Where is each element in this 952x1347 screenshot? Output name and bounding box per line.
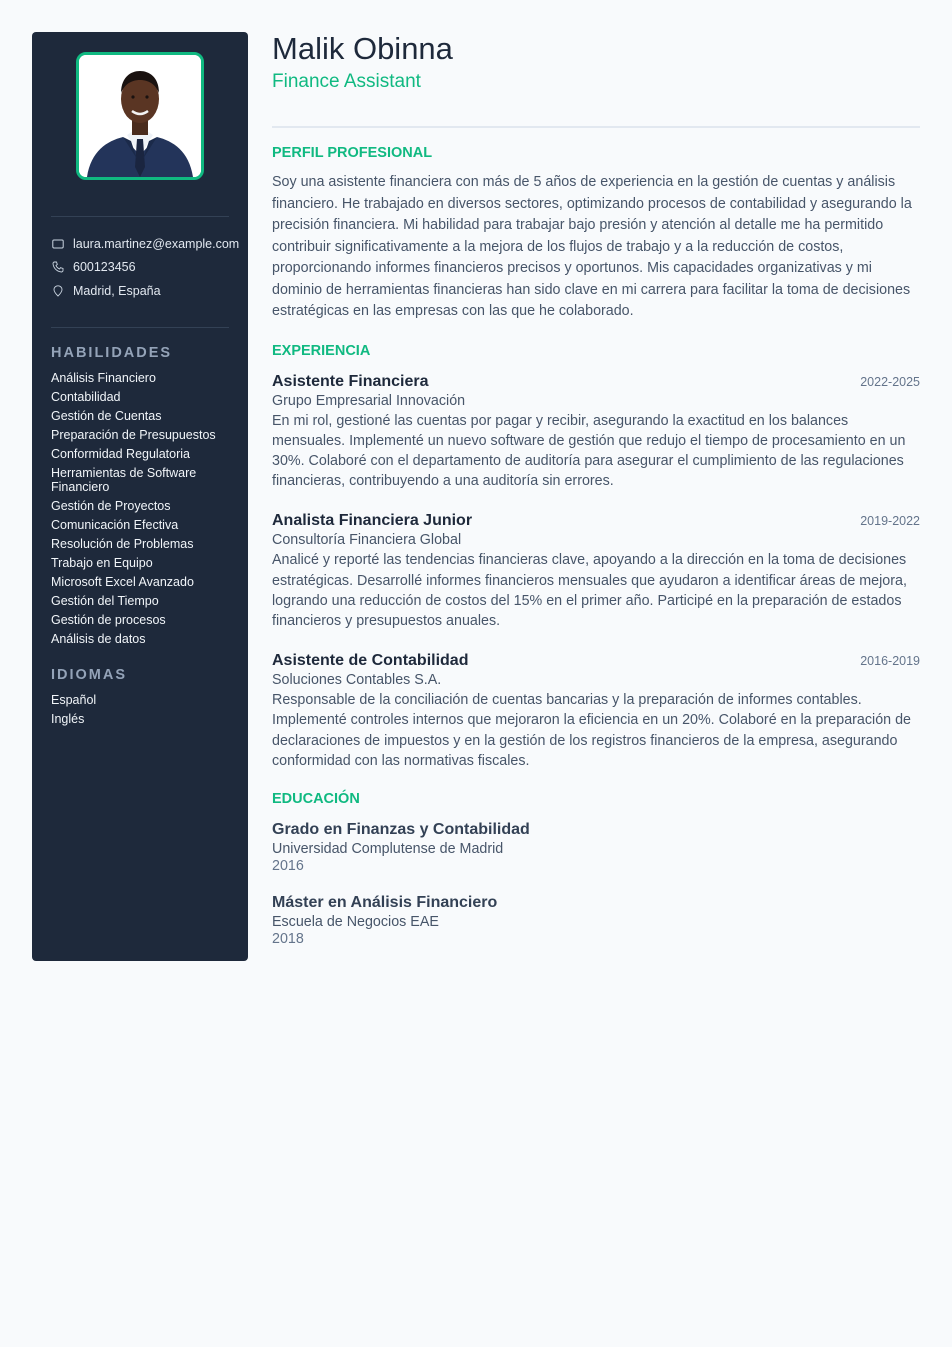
skill-item: Análisis Financiero — [51, 370, 156, 385]
phone-text: 600123456 — [73, 260, 136, 275]
contact-email[interactable] — [51, 232, 240, 256]
education-entry — [272, 820, 920, 874]
person-name: Malik Obinna — [272, 31, 453, 66]
skills-list — [51, 371, 229, 646]
education-list — [272, 820, 920, 947]
portrait-image — [79, 55, 201, 177]
job-header — [272, 372, 920, 392]
job-company: Grupo Empresarial Innovación — [272, 392, 466, 409]
sidebar — [32, 32, 248, 961]
skill-item: Gestión de Cuentas — [51, 408, 162, 423]
education-school: Universidad Complutense de Madrid — [272, 840, 504, 857]
skill-item: Preparación de Presupuestos — [51, 427, 216, 442]
languages-list — [51, 693, 229, 726]
language-item: Inglés — [51, 711, 85, 726]
job-header — [272, 511, 920, 531]
job-description: Responsable de la conciliación de cuentas bancarias y la preparación de informes contables. Implementé controles internos que mejoraron la eficiencia en un 20%. Colaboré en la preparación de declaraciones de impuestos y en la gestión de los registros financieros de la empresa, asegurando conformidad con las normativas fiscales. — [272, 692, 911, 769]
skill-item: Comunicación Efectiva — [51, 517, 179, 532]
profile-photo — [76, 52, 204, 180]
skill-item: Contabilidad — [51, 389, 121, 404]
education-heading: EDUCACIÓN — [272, 790, 360, 807]
job-company: Consultoría Financiera Global — [272, 532, 462, 549]
person-role: Finance Assistant — [272, 71, 421, 92]
job-entry — [272, 511, 920, 631]
job-entry — [272, 372, 920, 492]
skills-heading: HABILIDADES — [51, 344, 173, 361]
job-description: Analicé y reporté las tendencias financieras clave, apoyando a la dirección en la toma de decisiones estratégicas. Desarrollé informes financieros mensuales que ayudaron a identificar áreas de mejora, logrando una reducción de costos del 15% en el primer año. Participé en la preparación de estados financieros y presupuestos anuales. — [272, 552, 907, 629]
job-title: Asistente de Contabilidad — [272, 652, 469, 670]
language-item: Español — [51, 692, 97, 707]
skill-item: Gestión del Tiempo — [51, 593, 159, 608]
skill-item: Conformidad Regulatoria — [51, 446, 190, 461]
map-pin-icon — [51, 284, 64, 297]
skill-item: Resolución de Problemas — [51, 536, 194, 551]
job-date: 2019-2022 — [860, 514, 920, 529]
experience-heading: EXPERIENCIA — [272, 342, 371, 359]
job-date: 2022-2025 — [860, 374, 920, 389]
sidebar-divider — [51, 327, 229, 328]
job-header — [272, 651, 920, 671]
skill-item: Trabajo en Equipo — [51, 555, 153, 570]
skill-item: Gestión de procesos — [51, 612, 166, 627]
header-divider — [272, 126, 920, 128]
contact-phone[interactable] — [51, 256, 229, 280]
skill-item: Microsoft Excel Avanzado — [51, 574, 194, 589]
education-degree: Máster en Análisis Financiero — [272, 893, 498, 911]
education-year: 2018 — [272, 930, 304, 947]
contact-block — [51, 217, 240, 327]
job-date: 2016-2019 — [860, 654, 920, 669]
email-text: laura.martinez@example.com — [73, 236, 240, 251]
skill-item: Herramientas de Software Financiero — [51, 465, 197, 494]
contact-location — [51, 279, 229, 303]
job-description: En mi rol, gestioné las cuentas por pagar y recibir, asegurando la exactitud en los balances mensuales. Implementé un nuevo software de gestión que redujo el tiempo de procesamiento en un 30%. Colaboré con el departamento de auditoría para asegurar el cumplimiento de las regulaciones financieras, contribuyendo a una auditoría sin errores. — [272, 412, 906, 490]
education-year: 2016 — [272, 857, 304, 874]
job-entry — [272, 651, 920, 771]
job-title: Analista Financiera Junior — [272, 512, 473, 530]
profile-heading: PERFIL PROFESIONAL — [272, 145, 433, 161]
education-entry — [272, 893, 920, 947]
profile-text: Soy una asistente financiera con más de 5 años de experiencia en la gestión de cuentas y análisis financiero. He trabajado en diversos sectores, optimizando procesos de contabilidad y asegurando la precisión financiera. Mi habilidad para trabajar bajo presión y atención al detalle me ha permitido contribuir significativamente a la mejora de los flujos de trabajo y a la reducción de costos, proporcionando informes financieros precisos y oportunos. Mis capacidades organizativas y mi dominio de herramientas financieras han sido clave en mi carrera para facilitar la toma de decisiones estratégicas en las empresas con las que he colaborado. — [272, 174, 912, 319]
phone-icon — [51, 261, 64, 274]
education-school: Escuela de Negocios EAE — [272, 913, 439, 930]
mail-icon — [51, 237, 64, 250]
languages-heading: IDIOMAS — [51, 666, 128, 683]
skill-item: Gestión de Proyectos — [51, 498, 171, 513]
main-content — [272, 32, 920, 947]
location-text: Madrid, España — [73, 283, 161, 298]
education-degree: Grado en Finanzas y Contabilidad — [272, 820, 530, 838]
experience-list — [272, 372, 920, 771]
job-company: Soluciones Contables S.A. — [272, 672, 442, 689]
skill-item: Análisis de datos — [51, 631, 146, 646]
job-title: Asistente Financiera — [272, 372, 429, 390]
